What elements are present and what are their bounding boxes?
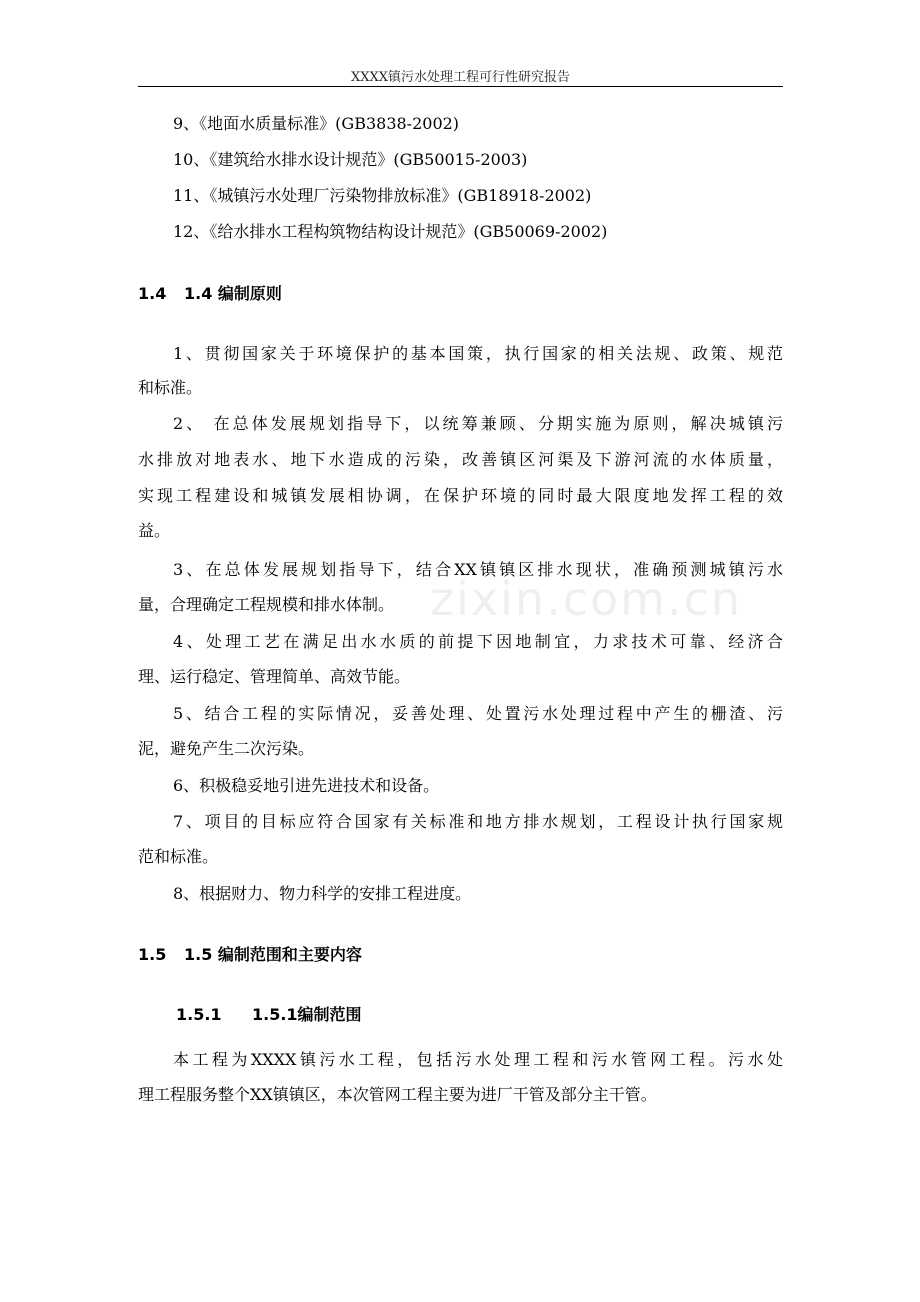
paragraph-line: 7、项目的目标应符合国家有关标准和地方排水规划，工程设计执行国家规 bbox=[173, 812, 783, 831]
section-title: 1.5 编制范围和主要内容 bbox=[184, 945, 362, 964]
paragraph-line: 4、处理工艺在满足出水水质的前提下因地制宜，力求技术可靠、经济合 bbox=[173, 632, 783, 651]
paragraph-line: 理、运行稳定、管理简单、高效节能。 bbox=[138, 667, 411, 686]
paragraph-line: 本工程为XXXX镇污水工程，包括污水处理工程和污水管网工程。污水处 bbox=[173, 1050, 783, 1069]
paragraph-line: 范和标准。 bbox=[138, 847, 219, 866]
paragraph-line: 8、根据财力、物力科学的安排工程进度。 bbox=[173, 884, 472, 903]
reference-item: 12、《给水排水工程构筑物结构设计规范》(GB50069-2002) bbox=[173, 222, 608, 241]
paragraph-line: 水排放对地表水、地下水造成的污染，改善镇区河渠及下游河流的水体质量， bbox=[138, 450, 783, 469]
paragraph-line: 泥，避免产生二次污染。 bbox=[138, 739, 315, 758]
section-title: 1.4 编制原则 bbox=[184, 284, 282, 303]
paragraph-line: 5、结合工程的实际情况，妥善处理、处置污水处理过程中产生的栅渣、污 bbox=[173, 704, 783, 723]
reference-item: 9、《地面水质量标准》(GB3838-2002) bbox=[173, 114, 460, 133]
paragraph-line: 3、在总体发展规划指导下，结合XX镇镇区排水现状，准确预测城镇污水 bbox=[173, 560, 783, 579]
reference-item: 11、《城镇污水处理厂污染物排放标准》(GB18918-2002) bbox=[173, 186, 592, 205]
watermark: zixin.com.cn bbox=[430, 572, 743, 626]
subsection-title: 1.5.1编制范围 bbox=[252, 1005, 362, 1024]
paragraph-line: 实现工程建设和城镇发展相协调，在保护环境的同时最大限度地发挥工程的效 bbox=[138, 486, 783, 505]
paragraph-line: 和标准。 bbox=[138, 378, 203, 397]
section-number: 1.4 bbox=[138, 284, 167, 303]
paragraph-line: 理工程服务整个XX镇镇区，本次管网工程主要为进厂干管及部分主干管。 bbox=[138, 1085, 657, 1104]
subsection-heading-1-5-1 bbox=[176, 1005, 362, 1025]
header-divider bbox=[138, 86, 783, 87]
paragraph-line: 量，合理确定工程规模和排水体制。 bbox=[138, 595, 395, 614]
paragraph-line: 益。 bbox=[138, 521, 171, 540]
paragraph-line: 2、 在总体发展规划指导下，以统筹兼顾、分期实施为原则，解决城镇污 bbox=[173, 414, 783, 433]
section-number: 1.5 bbox=[138, 945, 167, 964]
paragraph-line: 1、贯彻国家关于环境保护的基本国策，执行国家的相关法规、政策、规范 bbox=[173, 344, 783, 363]
subsection-number: 1.5.1 bbox=[176, 1005, 222, 1024]
reference-item: 10、《建筑给水排水设计规范》(GB50015-2003) bbox=[173, 150, 528, 169]
paragraph-line: 6、积极稳妥地引进先进技术和设备。 bbox=[173, 776, 440, 795]
section-heading-1-5 bbox=[138, 945, 362, 965]
running-header: XXXX镇污水处理工程可行性研究报告 bbox=[350, 70, 571, 85]
section-heading-1-4 bbox=[138, 284, 282, 304]
